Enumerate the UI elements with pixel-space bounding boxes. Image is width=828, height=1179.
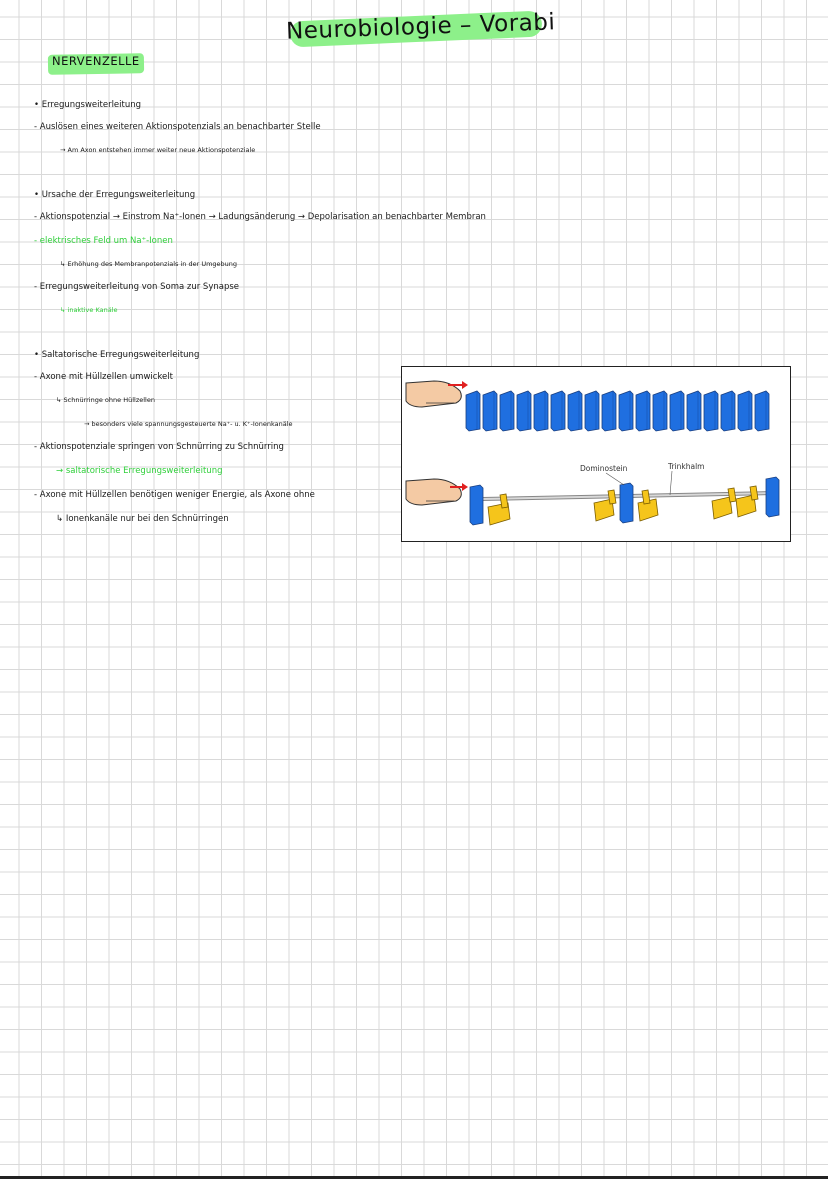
top-blue-domino: [500, 391, 514, 431]
straw-label: Trinkhalm: [668, 462, 705, 471]
note-s2-line2: - elektrisches Feld um Na⁺-Ionen: [34, 236, 173, 246]
top-blue-domino: [619, 391, 633, 431]
heading-area: [52, 54, 140, 68]
top-blue-domino: [653, 391, 667, 431]
note-s3-line2: ↳ Schnürringe ohne Hüllzellen: [56, 396, 155, 404]
note-s3-line1: - Axone mit Hüllzellen umwickelt: [34, 372, 173, 382]
section-heading: NERVENZELLE: [52, 54, 140, 68]
note-s2-line1: - Aktionspotenzial → Einstrom Na⁺-Ionen → Ladungsänderung → Depolarisation an benachbarter Membran: [34, 212, 486, 222]
top-blue-domino: [755, 391, 769, 431]
straw-label-pointer: [670, 471, 672, 495]
page-title: Neurobiologie – Vorabi: [285, 9, 556, 45]
note-s3-line3: → besonders viele spannungsgesteuerte Na⁺- u. K⁺-Ionenkanäle: [84, 420, 293, 428]
top-blue-domino: [738, 391, 752, 431]
note-s3-line4: - Aktionspotenziale springen von Schnürring zu Schnürring: [34, 442, 284, 452]
domino-label-pointer: [606, 473, 624, 485]
blue-domino-node-1: [470, 485, 483, 525]
top-blue-domino: [687, 391, 701, 431]
top-blue-domino: [602, 391, 616, 431]
top-blue-domino: [517, 391, 531, 431]
domino-figure: [401, 366, 791, 542]
note-s1-title: • Erregungsweiterleitung: [34, 100, 142, 110]
blue-domino-node-3: [766, 477, 779, 517]
domino-label: Dominostein: [580, 464, 628, 473]
note-s1-line2: → Am Axon entstehen immer weiter neue Aktionspotenziale: [60, 146, 256, 154]
yellow-domino-group-4: [712, 486, 758, 519]
note-s3-line5: → saltatorische Erregungsweiterleitung: [56, 466, 223, 476]
note-s2-line3: ↳ Erhöhung des Membranpotenzials in der Umgebung: [60, 260, 238, 268]
blue-domino-node-2: [620, 483, 633, 523]
top-blue-domino: [721, 391, 735, 431]
top-blue-domino: [704, 391, 718, 431]
top-blue-domino: [466, 391, 480, 431]
title-area: [285, 9, 556, 45]
domino-illustration: [402, 367, 790, 541]
top-blue-domino: [670, 391, 684, 431]
top-domino-row: [466, 391, 769, 431]
note-s2-line4: - Erregungsweiterleitung von Soma zur Synapse: [34, 282, 240, 292]
note-s1-line1: - Auslösen eines weiteren Aktionspotenzials an benachbarter Stelle: [34, 122, 321, 132]
note-s3-line6: - Axone mit Hüllzellen benötigen weniger Energie, als Axone ohne: [34, 490, 315, 500]
top-blue-domino: [483, 391, 497, 431]
note-s2-title: • Ursache der Erregungsweiterleitung: [34, 190, 196, 200]
top-blue-domino: [534, 391, 548, 431]
note-s3-title: • Saltatorische Erregungsweiterleitung: [34, 350, 200, 360]
top-blue-domino: [636, 391, 650, 431]
top-blue-domino: [551, 391, 565, 431]
note-s3-line7: ↳ Ionenkanäle nur bei den Schnürringen: [56, 514, 229, 524]
note-s2-line5: ↳ inaktive Kanäle: [60, 306, 118, 314]
top-blue-domino: [585, 391, 599, 431]
hand-icon-bottom: [406, 479, 461, 505]
top-blue-domino: [568, 391, 582, 431]
